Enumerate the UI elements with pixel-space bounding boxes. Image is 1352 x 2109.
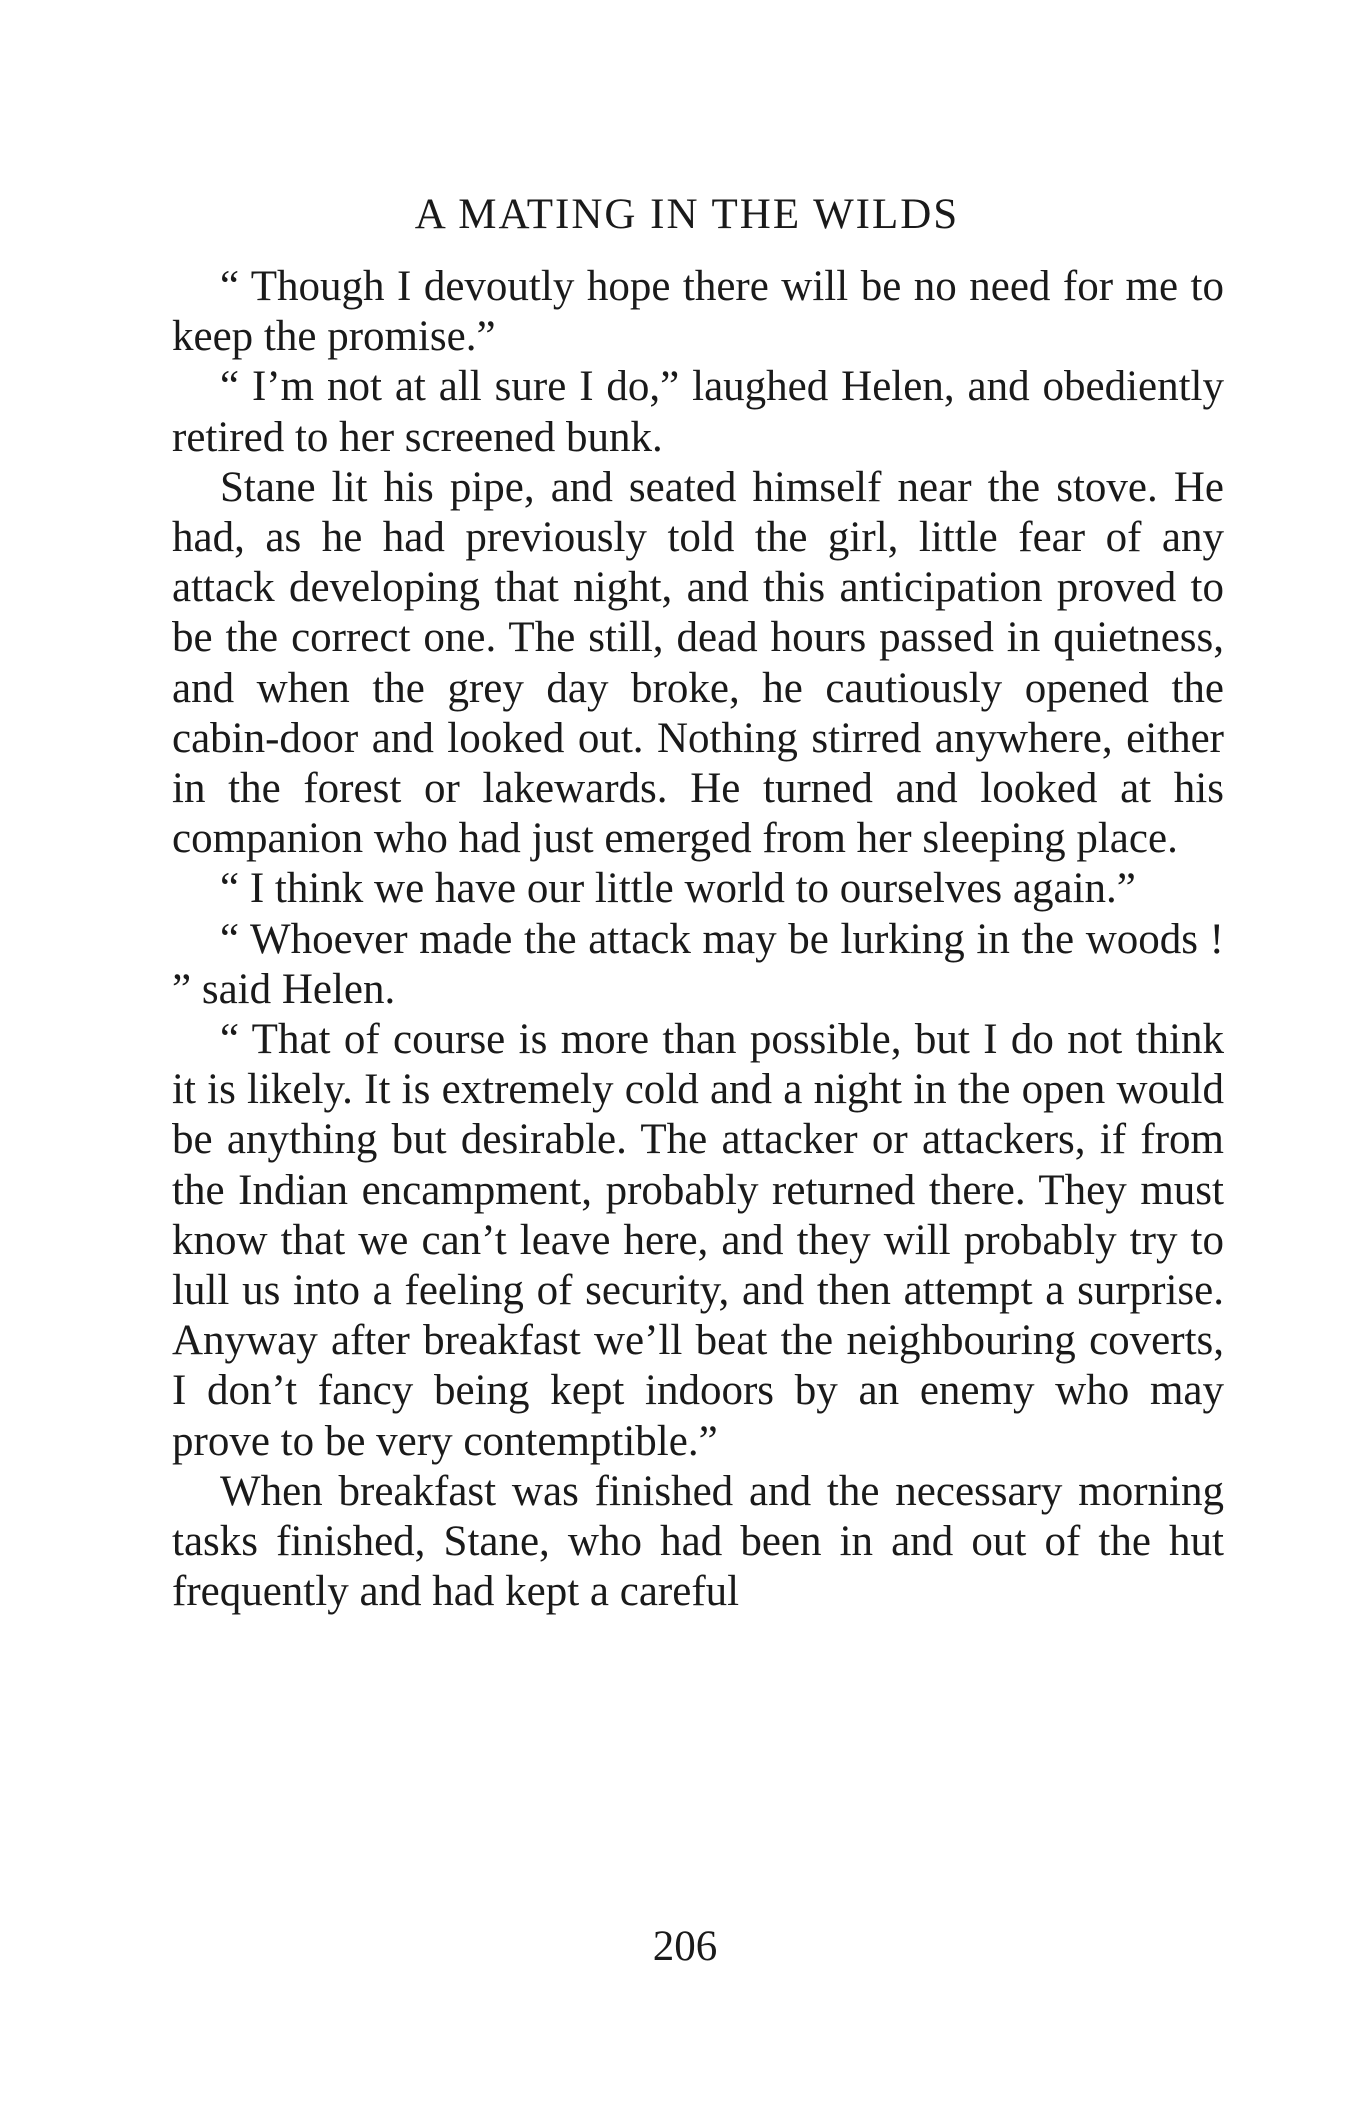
paragraph: Stane lit his pipe, and seated himself near the stove. He had, as he had previously told the girl, little fear of any attack developing that night, and this anticipation proved to be the correct one. The still, dead hours passed in quietness, and when the grey day broke, he cautiously opened the cabin-door and looked out. Nothing stirred anywhere, either in the forest or lakewards. He turned and looked at his companion who had just emerged from her sleeping place. [172,463,1224,863]
paragraph: “ I think we have our little world to ourselves again.” [220,865,1136,913]
paragraph: “ Though I devoutly hope there will be no need for me to keep the promise.” [172,263,1224,361]
body-text [172,262,1224,1617]
paragraph: “ Whoever made the attack may be lurking in the woods ! ” said Helen. [172,915,1224,1013]
paragraph: “ That of course is more than possible, but I do not think it is likely. It is extremely cold and a night in the open would be anything but desirable. The attacker or attackers, if from the Indian encampment, probably returned there. They must know that we can’t leave here, and they will probably try to lull us into a feeling of security, and then attempt a surprise. Anyway after breakfast we’ll beat the neighbouring coverts, I don’t fancy being kept indoors by an enemy who may prove to be very contemptible.” [172,1016,1224,1465]
paragraph: “ I’m not at all sure I do,” laughed Helen, and obediently retired to her screened bunk. [172,363,1224,461]
running-head: A MATING IN THE WILDS [414,191,960,238]
page-number: 206 [652,1923,718,1970]
paragraph: When breakfast was finished and the necessary morning tasks finished, Stane, who had been in and out of the hut frequently and had kept a careful [172,1467,1224,1616]
